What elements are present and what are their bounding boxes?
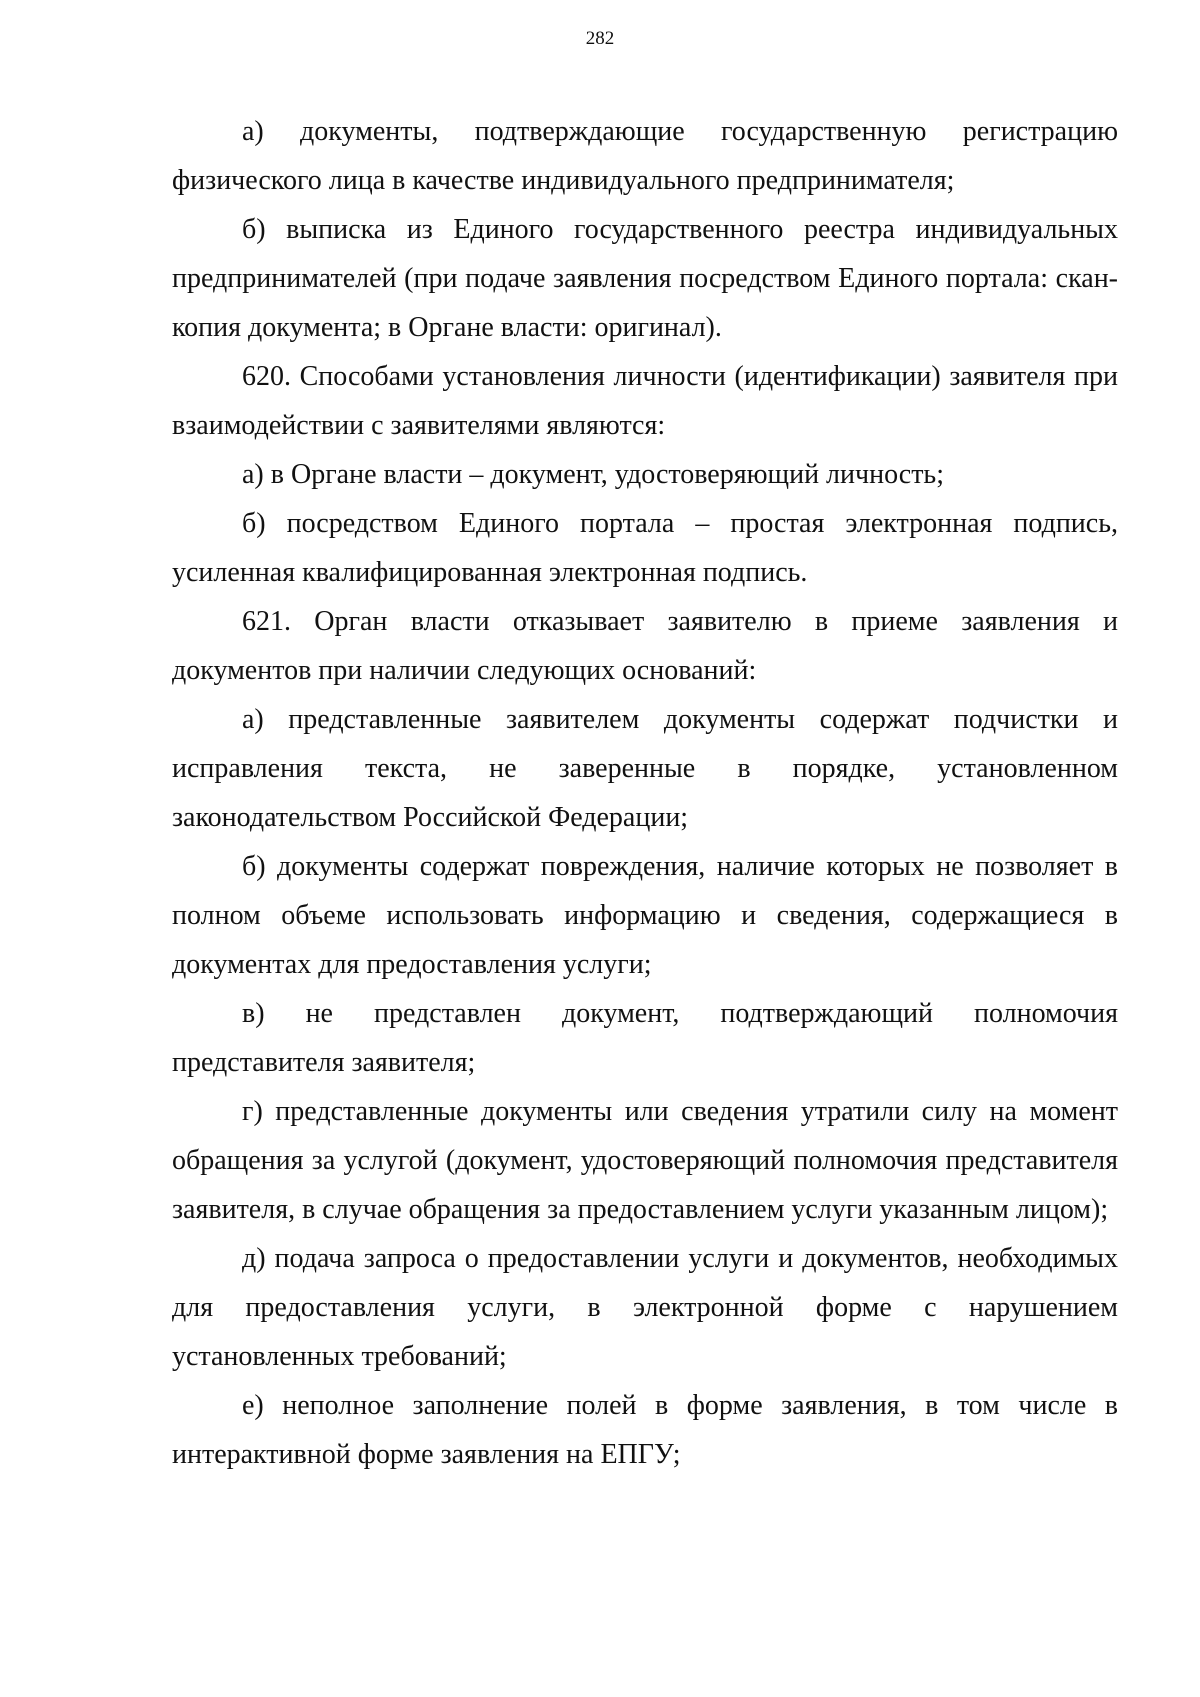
paragraph-b-damaged-documents: б) документы содержат повреждения, наличие которых не позволяет в полном объеме использовать информацию и сведения, содержащиеся в документах для предоставления услуги; xyxy=(172,851,1118,980)
paragraph-b-via-portal: б) посредством Единого портала – простая электронная подпись, усиленная квалифицированная электронная подпись. xyxy=(172,508,1118,588)
paragraph-b-registry-extract: б) выписка из Единого государственного реестра индивидуальных предпринимателей (при подаче заявления посредством Единого портала: скан-копия документа; в Органе власти: оригинал). xyxy=(172,214,1118,343)
paragraph-g-expired-documents: г) представленные документы или сведения утратили силу на момент обращения за услугой (документ, удостоверяющий полномочия представителя заявителя, в случае обращения за предоставлением услуги указанным лицом); xyxy=(172,1096,1118,1225)
paragraph-e-incomplete-form: е) неполное заполнение полей в форме заявления, в том числе в интерактивной форме заявления на ЕПГУ; xyxy=(172,1390,1118,1470)
page-number: 282 xyxy=(585,28,615,49)
paragraph-a-in-person: а) в Органе власти – документ, удостоверяющий личность; xyxy=(242,459,944,490)
document-body xyxy=(172,107,1118,1479)
paragraph-d-electronic-violations: д) подача запроса о предоставлении услуги и документов, необходимых для предоставления услуги, в электронной форме с нарушением установленных требований; xyxy=(172,1243,1118,1372)
paragraph-621-refusal-grounds: 621. Орган власти отказывает заявителю в приеме заявления и документов при наличии следующих оснований: xyxy=(172,606,1118,686)
paragraph-a-registration-documents: а) документы, подтверждающие государственную регистрацию физического лица в качестве индивидуального предпринимателя; xyxy=(172,116,1118,196)
paragraph-a-corrections: а) представленные заявителем документы содержат подчистки и исправления текста, не заверенные в порядке, установленном законодательством Российской Федерации; xyxy=(172,704,1118,833)
paragraph-620-identification-methods: 620. Способами установления личности (идентификации) заявителя при взаимодействии с заявителями являются: xyxy=(172,361,1118,441)
paragraph-v-missing-authority: в) не представлен документ, подтверждающий полномочия представителя заявителя; xyxy=(172,998,1118,1078)
